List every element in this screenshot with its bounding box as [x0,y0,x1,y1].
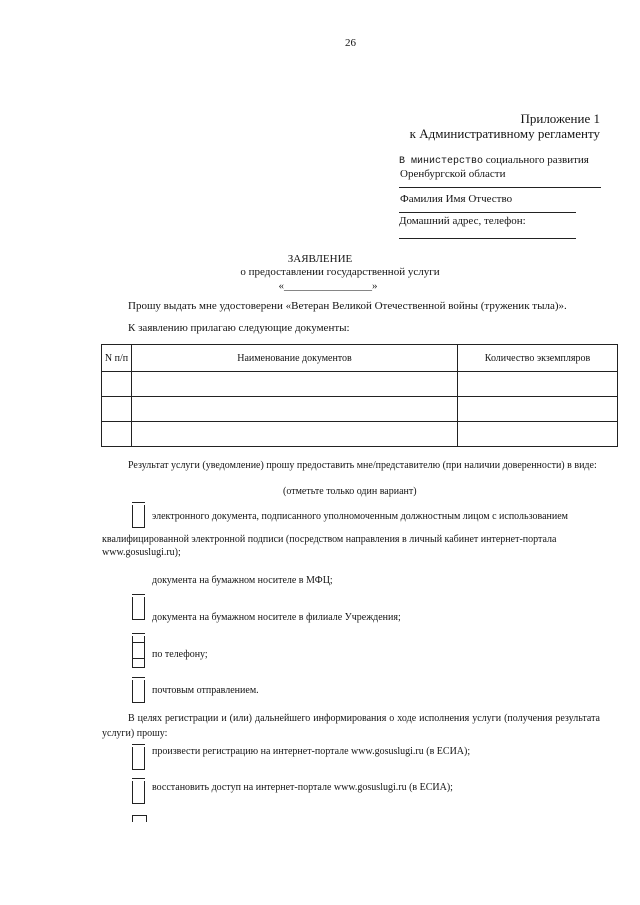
quote-blank: ________________ [284,280,372,292]
checkbox-phone[interactable] [132,645,145,668]
table-cell[interactable] [458,397,618,422]
checkbox-electronic[interactable] [132,505,145,528]
name-line [399,212,576,213]
table-header-row [102,345,618,372]
result-note: (отметьте только один вариант) [283,486,417,497]
table-cell[interactable] [458,372,618,397]
result-text: Результат услуги (уведомление) прошу предоставить мне/представителю (при наличии доверенности) в виде: [128,460,597,471]
checkbox-register[interactable] [132,747,145,770]
checkbox-mfc[interactable] [132,597,145,620]
option-phone: по телефону; [152,649,208,660]
table-cell[interactable] [102,372,132,397]
table-cell[interactable] [102,422,132,447]
option-register: произвести регистрацию на интернет-портале www.gosuslugi.ru (в ЕСИА); [152,746,471,757]
page-number: 26 [345,37,356,49]
addressee-region: Оренбургской области [400,168,506,180]
appendix-title: Приложение 1 [520,111,600,126]
table-cell[interactable] [132,372,458,397]
option-restore: восстановить доступ на интернет-портале www.gosuslugi.ru (в ЕСИА); [152,782,453,793]
addressee-prefix: В министерство [399,156,484,167]
name-label: Фамилия Имя Отчество [400,193,513,205]
option-electronic-line2: квалифицированной электронной подписи (посредством направления в личный кабинет интернет-портала [102,534,557,545]
quote-open: « [278,280,284,292]
checkbox-cut-off[interactable] [132,815,147,822]
signature-line-1 [399,187,601,188]
addressee-ministry: социального развития [485,154,589,166]
checkbox-restore[interactable] [132,781,145,804]
table-cell[interactable] [132,422,458,447]
service-name-blank [279,280,378,292]
table-row [102,372,618,397]
statement-subtitle: о предоставлении государственной услуги [240,266,440,278]
option-electronic-line3: www.gosuslugi.ru); [102,547,181,558]
statement-title: ЗАЯВЛЕНИЕ [287,253,353,265]
request-text: Прошу выдать мне удостоверени «Ветеран Великой Отечественной войны (труженик тыла)». [128,300,567,312]
header-copies: Количество экземпляров [458,345,618,372]
table-row [102,397,618,422]
checkbox-mail[interactable] [132,680,145,703]
option-mail: почтовым отправлением. [152,685,259,696]
addressee-line-1 [399,154,589,167]
header-document-name: Наименование документов [132,345,458,372]
documents-table [101,344,617,446]
appendix-subtitle: к Административному регламенту [409,126,600,141]
address-line [399,238,576,239]
table-cell[interactable] [102,397,132,422]
purpose-text: В целях регистрации и (или) дальнейшего информирования о ходе исполнения услуги (получения результата услуги) прошу: [102,713,600,739]
table-cell[interactable] [132,397,458,422]
attach-text: К заявлению прилагаю следующие документы: [128,322,350,334]
quote-close: » [372,280,378,292]
address-label: Домашний адрес, телефон: [399,215,526,227]
option-electronic-line1: электронного документа, подписанного уполномоченным должностным лицом с использованием [152,511,568,522]
table-row [102,422,618,447]
option-branch: документа на бумажном носителе в филиале Учреждения; [152,612,401,623]
header-number: N п/п [102,345,132,372]
table-cell[interactable] [458,422,618,447]
option-mfc: документа на бумажном носителе в МФЦ; [152,575,333,586]
